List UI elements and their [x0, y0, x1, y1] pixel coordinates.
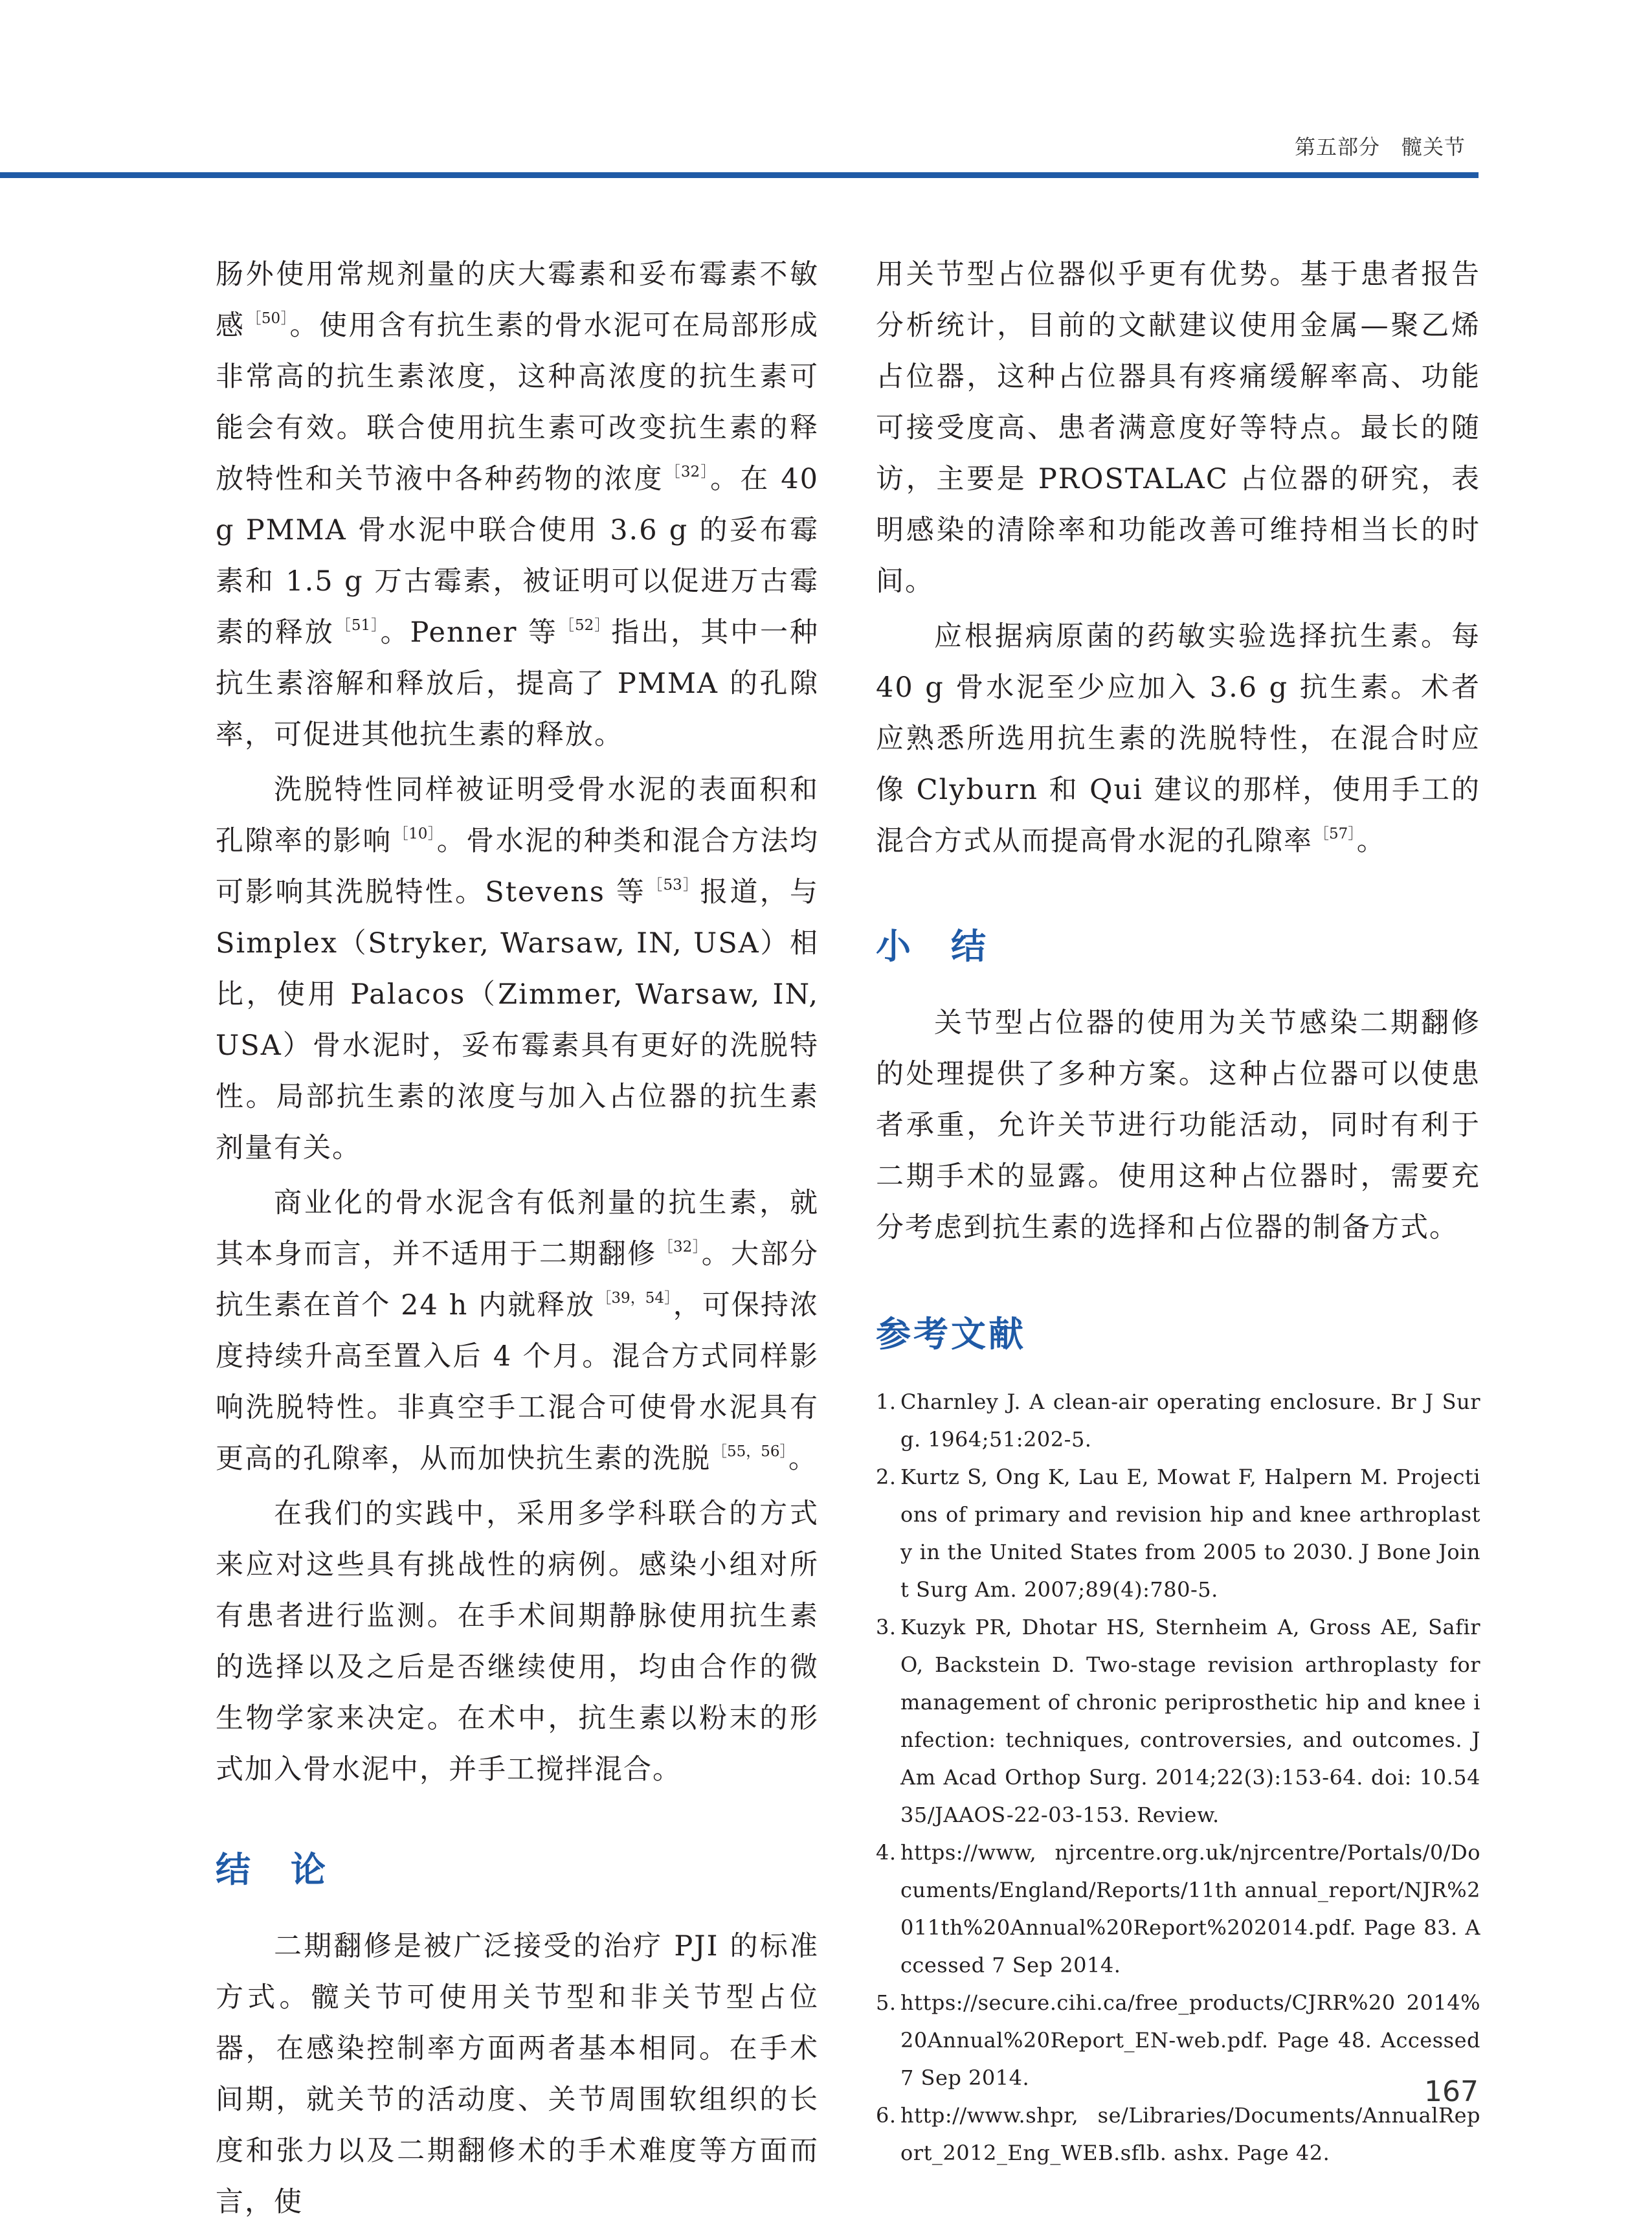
- reference-item: 5. https://secure.cihi.ca/free_products/CJRR%20 2014%20Annual%20Report_EN-web.pdf. Page 48. Accessed 7 Sep 2014.: [876, 1990, 1480, 2090]
- references-heading: 参考文献: [876, 1314, 1026, 1355]
- citation: ［57］: [1314, 826, 1356, 842]
- citation: ［32］: [658, 1239, 700, 1255]
- citation: ［52］: [559, 617, 610, 634]
- reference-item: 4. https://www, njrcentre.org.uk/njrcentre/Portals/0/Documents/England/Reports/11th annual_report/NJR%2011th%20Annual%20Report%202014.pdf. Page 83. Accessed 7 Sep 2014.: [876, 1840, 1480, 1977]
- page-number: 167: [1424, 2075, 1479, 2108]
- reference-item: 3. Kuzyk PR, Dhotar HS, Sternheim A, Gross AE, Safir O, Backstein D. Two-stage revision arthroplasty for management of chronic periprosthetic hip and knee infection: techniques, controversies, and outcomes. J Am Acad Orthop Surg. 2014;22(3):153-64. doi: 10.5435/JAAOS-22-03-153. Review.: [876, 1615, 1480, 1827]
- reference-item: 1. Charnley J. A clean-air operating enclosure. Br J Surg. 1964;51:202-5.: [876, 1390, 1480, 1452]
- header-rule: [0, 172, 1479, 178]
- conclusion-heading: 结 论: [216, 1849, 328, 1890]
- paragraph: 关节型占位器的使用为关节感染二期翻修的处理提供了多种方案。这种占位器可以使患者承重，允许关节进行功能活动，同时有利于二期手术的显露。使用这种占位器时，需要充分考虑到抗生素的选择和占位器的制备方式。: [876, 1007, 1480, 1244]
- paragraph: 二期翻修是被广泛接受的治疗 PJI 的标准方式。髋关节可使用关节型和非关节型占位器，在感染控制率方面两者基本相同。在手术间期，就关节的活动度、关节周围软组织的长度和张力以及二期翻修术的手术难度等方面而言，使: [216, 1930, 819, 2218]
- paragraph: 商业化的骨水泥含有低剂量的抗生素，就其本身而言，并不适用于二期翻修$^{[32]}$。大部分抗生素在首个 24 h 内就释放$^{[39,54]}$，可保持浓度持续升高至置入后 4 个月。混合方式同样影响洗脱特性。非真空手工混合可使骨水泥具有更高的孔隙率，从而加快抗生素的洗脱$^{[55,56]}$。: [216, 1187, 820, 1475]
- right-column: [876, 249, 1480, 2172]
- left-column: [216, 249, 819, 2228]
- reference-item: 2. Kurtz S, Ong K, Lau E, Mowat F, Halpern M. Projections of primary and revision hip and knee arthroplasty in the United States from 2005 to 2030. J Bone Joint Surg Am. 2007;89(4):780-5.: [876, 1465, 1480, 1602]
- citation: ［53］: [647, 877, 699, 894]
- paragraph: 应根据病原菌的药敏实验选择抗生素。每 40 g 骨水泥至少应加入 3.6 g 抗生素。术者应熟悉所选用抗生素的洗脱特性，在混合时应像 Clyburn 和 Qui 建议的那样，使用手工的混合方式从而提高骨水泥的孔隙率$^{[57]}$。: [876, 620, 1480, 857]
- running-header: 第五部分 髋关节: [1294, 135, 1466, 159]
- citation: ［32］: [665, 464, 709, 480]
- citation: ［55，56］: [712, 1443, 788, 1460]
- paragraph: 用关节型占位器似乎更有优势。基于患者报告分析统计，目前的文献建议使用金属—聚乙烯占位器，这种占位器具有疼痛缓解率高、功能可接受度高、患者满意度好等特点。最长的随访，主要是 PROSTALAC 占位器的研究，表明感染的清除率和功能改善可维持相当长的时间。: [876, 258, 1480, 598]
- paragraph: 在我们的实践中，采用多学科联合的方式来应对这些具有挑战性的病例。感染小组对所有患者进行监测。在手术间期静脉使用抗生素的选择以及之后是否继续使用，均由合作的微生物学家来决定。在术中，抗生素以粉末的形式加入骨水泥中，并手工搅拌混合。: [216, 1498, 819, 1786]
- paragraph: 洗脱特性同样被证明受骨水泥的表面积和孔隙率的影响$^{[10]}$。骨水泥的种类和混合方法均可影响其洗脱特性。Stevens 等$^{[53]}$报道，与 Simplex（Stryker, Warsaw, IN, USA）相比，使用 Palacos（Zimmer, Warsaw, IN, USA）骨水泥时，妥布霉素具有更好的洗脱特性。局部抗生素的浓度与加入占位器的抗生素剂量有关。: [216, 774, 820, 1164]
- summary-heading: 小 结: [876, 926, 988, 967]
- citation: ［10］: [393, 826, 436, 842]
- citation: ［51］: [335, 617, 379, 634]
- citation: ［50］: [246, 310, 289, 327]
- paragraph: 肠外使用常规剂量的庆大霉素和妥布霉素不敏感$^{[50]}$。使用含有抗生素的骨水泥可在局部形成非常高的抗生素浓度，这种高浓度的抗生素可能会有效。联合使用抗生素可改变抗生素的释放特性和关节液中各种药物的浓度$^{[32]}$。在 40 g PMMA 骨水泥中联合使用 3.6 g 的妥布霉素和 1.5 g 万古霉素，被证明可以促进万古霉素的释放$^{[51]}$。Penner 等$^{[52]}$指出，其中一种抗生素溶解和释放后，提高了 PMMA 的孔隙率，可促进其他抗生素的释放。: [216, 258, 820, 751]
- reference-list: [876, 1383, 1480, 2172]
- reference-item: 6. http://www.shpr, se/Libraries/Documents/AnnualReport_2012_Eng_WEB.sflb. ashx. Page 42.: [876, 2103, 1480, 2165]
- citation: ［39，54］: [596, 1290, 672, 1307]
